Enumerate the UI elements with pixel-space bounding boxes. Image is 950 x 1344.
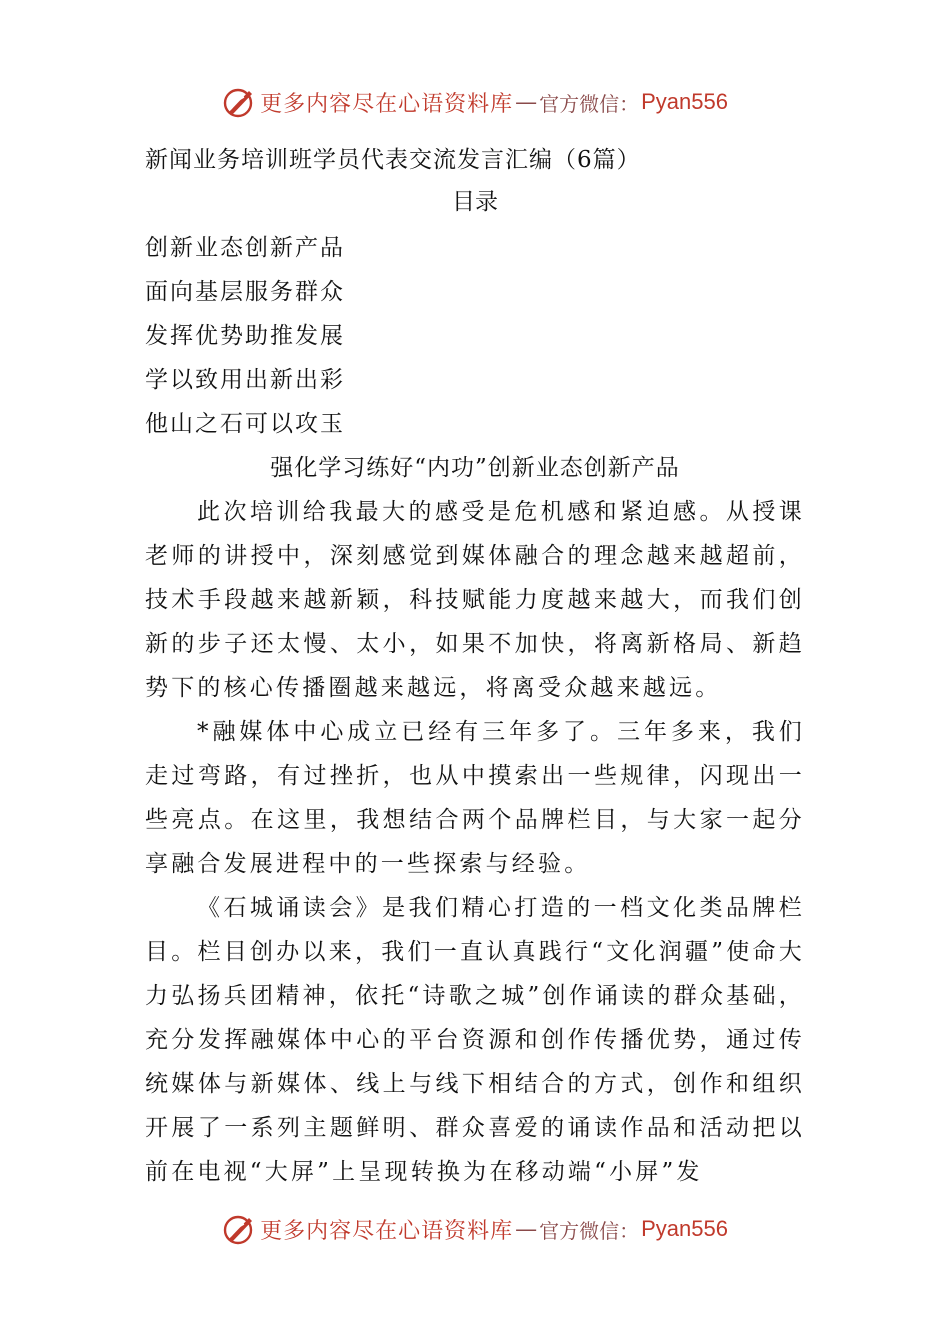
toc-heading: 目录 bbox=[452, 189, 498, 215]
header-banner bbox=[0, 82, 950, 122]
quill-logo-icon bbox=[222, 1212, 256, 1246]
body-paragraph: *融媒体中心成立已经有三年多了。三年多来，我们走过弯路，有过挫折，也从中摸索出一些规律，闪现出一些亮点。在这里，我想结合两个品牌栏目，与大家一起分享融合发展进程中的一些探索与经验。 bbox=[145, 719, 805, 877]
toc-item: 面向基层服务群众 bbox=[145, 279, 345, 305]
section-title: 强化学习练好“内功”创新业态创新产品 bbox=[270, 455, 680, 481]
banner-dash: — bbox=[515, 89, 538, 115]
banner-official-label: 官方微信： bbox=[539, 1218, 640, 1243]
banner-brand-text: 更多内容尽在心语资料库 bbox=[260, 91, 514, 117]
toc-item: 学以致用出新出彩 bbox=[145, 367, 345, 393]
document-title: 新闻业务培训班学员代表交流发言汇编（6篇） bbox=[145, 147, 641, 173]
body-paragraph: 《石城诵读会》是我们精心打造的一档文化类品牌栏目。栏目创办以来，我们一直认真践行“文化润疆”使命大力弘扬兵团精神，依托“诗歌之城”创作诵读的群众基础，充分发挥融媒体中心的平台资源和创作传播优势，通过传统媒体与新媒体、线上与线下相结合的方式，创作和组织开展了一系列主题鲜明、群众喜爱的诵读作品和活动把以前在电视“大屏”上呈现转换为在移动端“小屏”发 bbox=[145, 895, 805, 1185]
document-body bbox=[145, 140, 805, 1194]
body-paragraph: 此次培训给我最大的感受是危机感和紧迫感。从授课老师的讲授中，深刻感觉到媒体融合的理念越来越超前，技术手段越来越新颖，科技赋能力度越来越大，而我们创新的步子还太慢、太小，如果不加快，将离新格局、新趋势下的核心传播圈越来越远，将离受众越来越远。 bbox=[145, 499, 805, 701]
quill-logo-icon bbox=[222, 85, 256, 119]
toc-item: 创新业态创新产品 bbox=[145, 235, 345, 261]
toc-item: 发挥优势助推发展 bbox=[145, 323, 345, 349]
banner-wechat-id: Pyan556 bbox=[641, 89, 728, 114]
toc-item: 他山之石可以攻玉 bbox=[145, 411, 345, 437]
banner-dash: — bbox=[515, 1216, 538, 1242]
banner-official-label: 官方微信： bbox=[539, 91, 640, 116]
banner-brand-text: 更多内容尽在心语资料库 bbox=[260, 1218, 514, 1244]
footer-banner bbox=[0, 1209, 950, 1249]
banner-wechat-id: Pyan556 bbox=[641, 1216, 728, 1241]
